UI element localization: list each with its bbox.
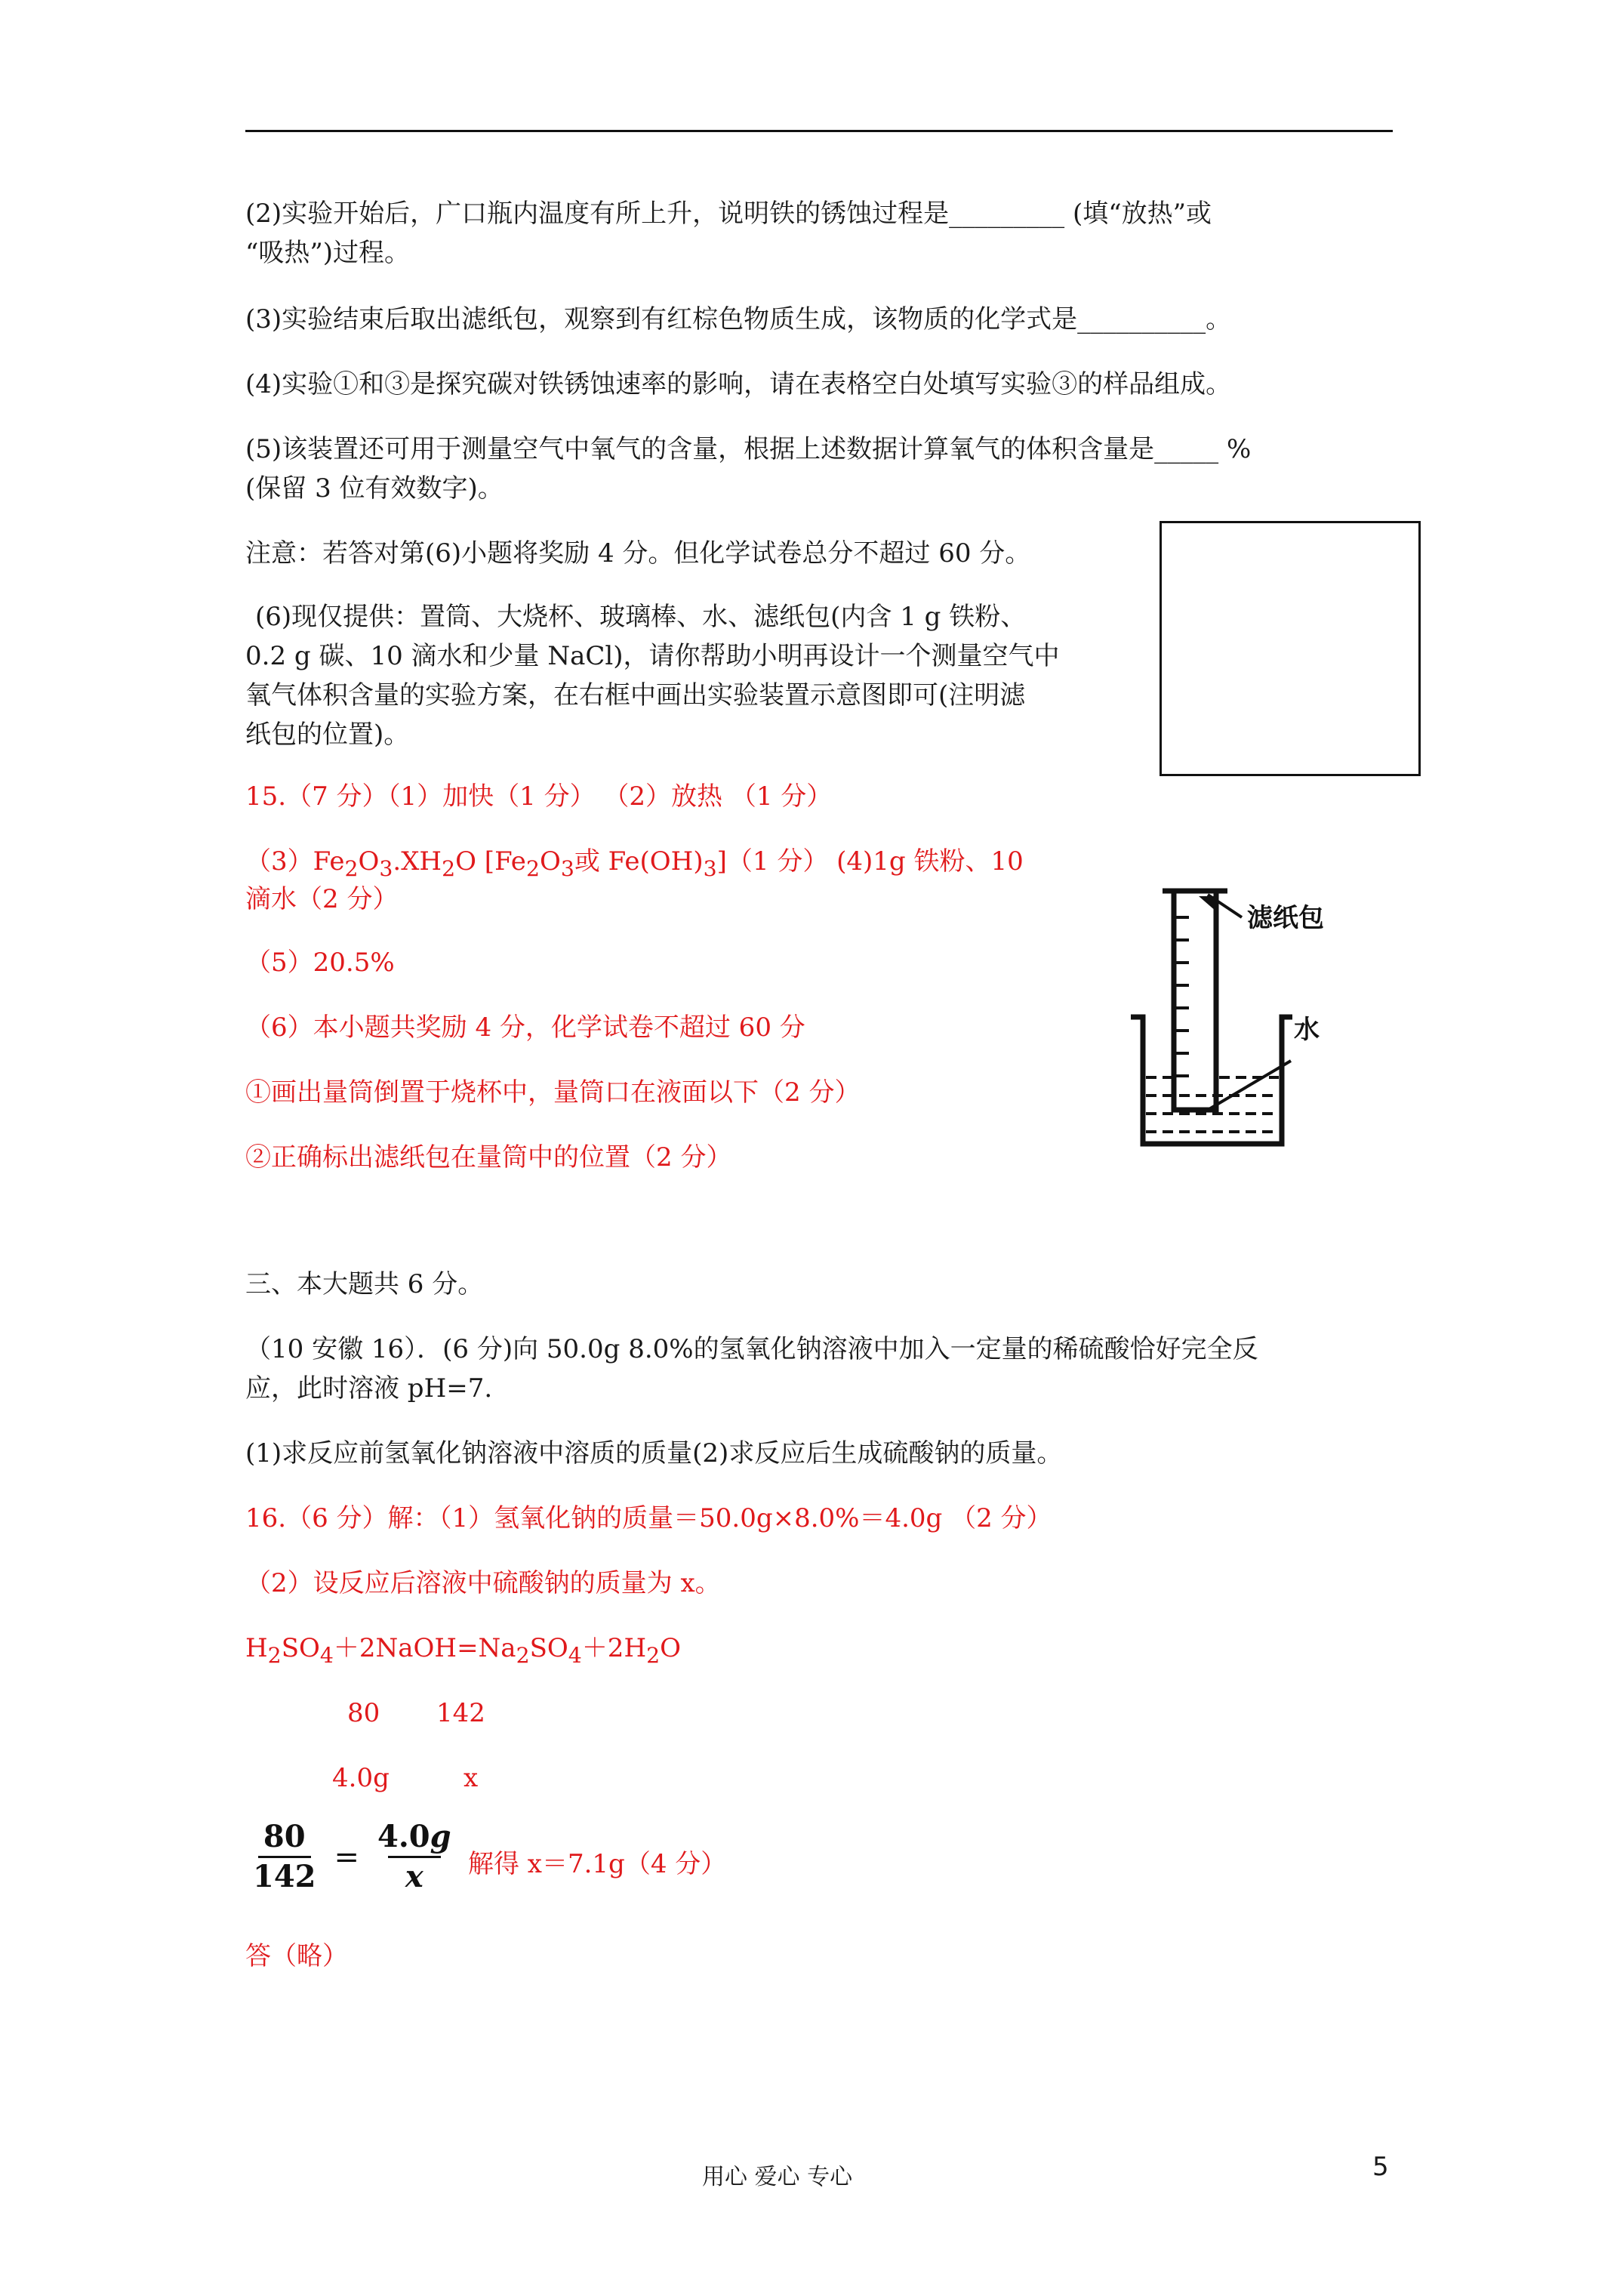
question-16-line-1: （10 安徽 16）．(6 分)向 50.0g 8.0%的氢氧化钠溶液中加入一定量的稀硫酸恰好完全反	[245, 1334, 1258, 1364]
header-rule	[245, 130, 1393, 132]
question-6-line-1: (6)现仅提供：置筒、大烧杯、玻璃棒、水、滤纸包(内含 1 g 铁粉、	[255, 602, 1027, 632]
section-3-heading: 三、本大题共 6 分。	[245, 1269, 484, 1299]
question-2-line-1: (2)实验开始后，广口瓶内温度有所上升，说明铁的锈蚀过程是_________ (填“放热”或	[245, 199, 1212, 229]
answer-15-line-1: 15.（7 分）（1）加快（1 分） （2）放热 （1 分）	[245, 781, 833, 812]
fraction-left-numerator: 80	[263, 1819, 306, 1854]
question-5-line-1: (5)该装置还可用于测量空气中氧气的含量，根据上述数据计算氧气的体积含量是_____ %	[245, 434, 1252, 464]
drawing-answer-box	[1160, 521, 1421, 776]
answer-15-line-6b: ②正确标出滤纸包在量筒中的位置（2 分）	[245, 1142, 732, 1173]
answer-15-line-3b: 滴水（2 分）	[245, 884, 399, 914]
question-3: (3)实验结束后取出滤纸包，观察到有红棕色物质生成，该物质的化学式是__________。	[245, 304, 1232, 334]
given-mass: 4.0g	[332, 1763, 390, 1793]
apparatus-figure	[1087, 842, 1404, 1159]
fraction-right-denominator: x	[405, 1859, 423, 1894]
question-16-line-3: (1)求反应前氢氧化钠溶液中溶质的质量(2)求反应后生成硫酸钠的质量。	[245, 1438, 1063, 1469]
question-2-line-2: “吸热”)过程。	[245, 238, 411, 268]
footer-motto: 用心 爱心 专心	[702, 2164, 853, 2190]
answer-16-line-2: （2）设反应后溶液中硫酸钠的质量为 x。	[245, 1568, 721, 1598]
answer-15-line-6a: ①画出量筒倒置于烧杯中，量筒口在液面以下（2 分）	[245, 1077, 861, 1108]
molar-mass-142: 142	[436, 1698, 485, 1728]
figure-label-water: 水	[1294, 1015, 1320, 1045]
equals-sign: =	[334, 1839, 360, 1875]
page-number: 5	[1372, 2152, 1389, 2182]
reaction-equation: $H_2SO_4+2NaOH=Na_2SO_4+2H_2O$	[245, 1633, 682, 1668]
answer-15-line-3: $(3)Fe_2O_3.XH_2O$ [$Fe_2O_3$或 $Fe(OH)_3](1$ 分） (4)1g 铁粉、10	[245, 846, 1024, 881]
figure-label-filter-pack: 滤纸包	[1247, 903, 1324, 933]
question-6-line-2: 0.2 g 碳、10 滴水和少量 NaCl)，请你帮助小明再设计一个测量空气中	[245, 641, 1060, 671]
fraction-right-numerator: 4.0g	[377, 1819, 451, 1854]
question-5-line-2: (保留 3 位有效数字)。	[245, 473, 504, 504]
unknown-mass: x	[463, 1763, 479, 1793]
question-16-line-2: 应，此时溶液 pH=7.	[245, 1373, 493, 1404]
fraction-left	[253, 1818, 316, 1896]
fraction-left-denominator: 142	[253, 1859, 316, 1894]
proportion-equation	[253, 1818, 451, 1896]
answer-16-line-1: 16.（6 分）解：（1）氢氧化钠的质量＝50.0g×8.0%＝4.0g （2 分）	[245, 1503, 1052, 1533]
question-6-line-3: 氧气体积含量的实验方案，在右框中画出实验装置示意图即可(注明滤	[245, 680, 1026, 710]
answer-15-line-5: （5）20.5%	[245, 948, 395, 978]
answer-omitted: 答（略）	[245, 1941, 348, 1971]
molar-mass-80: 80	[347, 1698, 380, 1728]
fraction-right	[377, 1818, 451, 1896]
question-6-line-4: 纸包的位置)。	[245, 720, 410, 750]
note-bonus: 注意：若答对第(6)小题将奖励 4 分。但化学试卷总分不超过 60 分。	[245, 538, 1031, 569]
solution-result: 解得 x＝7.1g（4 分）	[468, 1849, 727, 1879]
question-4: (4)实验①和③是探究碳对铁锈蚀速率的影响，请在表格空白处填写实验③的样品组成。	[245, 369, 1232, 399]
answer-15-line-6: （6）本小题共奖励 4 分，化学试卷不超过 60 分	[245, 1012, 805, 1043]
